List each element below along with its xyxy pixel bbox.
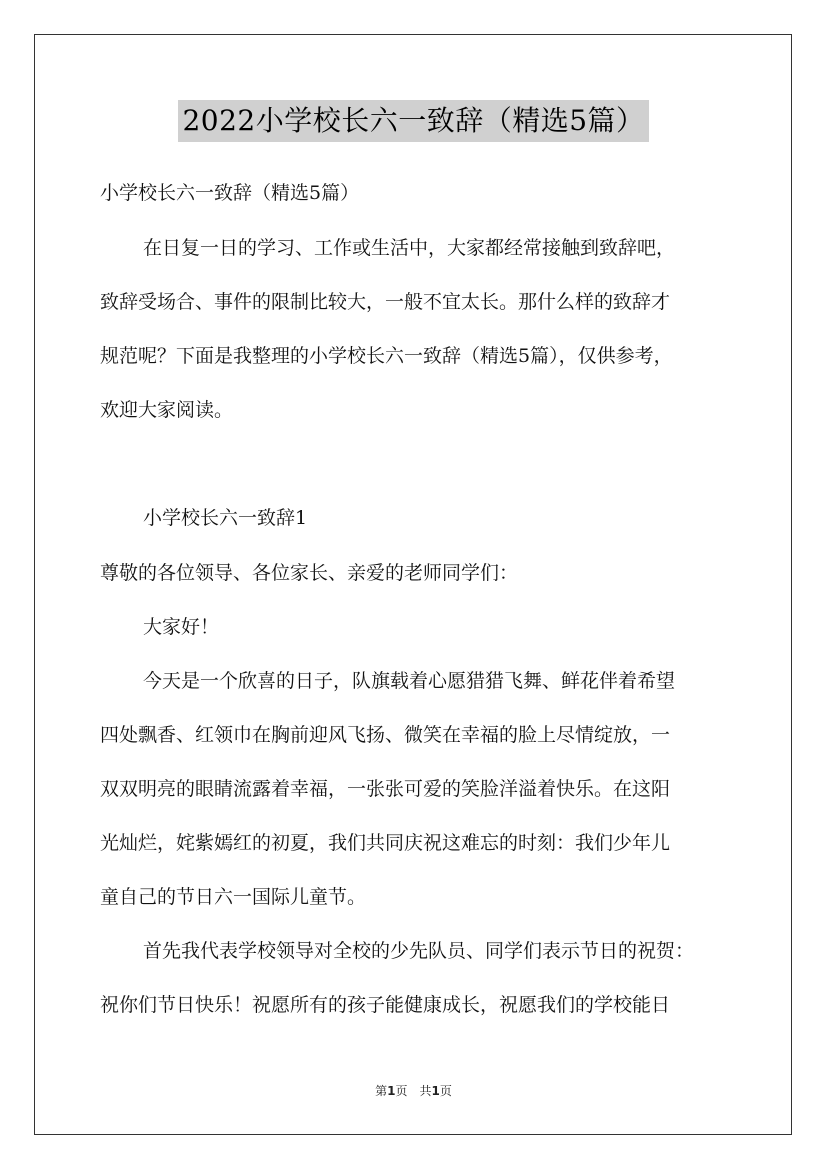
intro-line-1: 在日复一日的学习、工作或生活中，大家都经常接触到致辞吧， [143, 237, 676, 259]
salutation: 尊敬的各位领导、各位家长、亲爱的老师同学们： [100, 562, 519, 584]
paragraph1-line-5: 童自己的节日六一国际儿童节。 [100, 886, 367, 908]
document-title [0, 100, 827, 142]
document-title-text: 2022小学校长六一致辞（精选5篇） [178, 100, 648, 142]
footer-page-prefix: 第 [375, 1084, 388, 1098]
paragraph1-line-2: 四处飘香、红领巾在胸前迎风飞扬、微笑在幸福的脸上尽情绽放，一 [100, 724, 671, 746]
greeting: 大家好！ [143, 616, 220, 638]
paragraph1-line-4: 光灿烂，姹紫嫣红的初夏，我们共同庆祝这难忘的时刻：我们少年儿 [100, 832, 671, 854]
intro-line-4: 欢迎大家阅读。 [100, 399, 234, 421]
intro-line-3: 规范呢？下面是我整理的小学校长六一致辞（精选5篇），仅供参考， [100, 345, 673, 367]
footer-page-total: 1 [431, 1084, 440, 1098]
paragraph1-line-3: 双双明亮的眼睛流露着幸福，一张张可爱的笑脸洋溢着快乐。在这阳 [100, 778, 671, 800]
section-heading: 小学校长六一致辞1 [143, 507, 308, 529]
paragraph2-line-2: 祝你们节日快乐！祝愿所有的孩子能健康成长，祝愿我们的学校能日 [100, 994, 671, 1016]
document-subtitle: 小学校长六一致辞（精选5篇） [100, 182, 360, 204]
paragraph1-line-1: 今天是一个欣喜的日子，队旗载着心愿猎猎飞舞、鲜花伴着希望 [143, 670, 676, 692]
footer-page-current: 1 [387, 1084, 396, 1098]
footer-page-mid: 页 共 [395, 1084, 432, 1098]
intro-line-2: 致辞受场合、事件的限制比较大，一般不宜太长。那什么样的致辞才 [100, 291, 671, 313]
footer-page-suffix: 页 [439, 1084, 452, 1098]
page-footer [0, 1083, 827, 1099]
paragraph2-line-1: 首先我代表学校领导对全校的少先队员、同学们表示节日的祝贺： [143, 940, 695, 962]
